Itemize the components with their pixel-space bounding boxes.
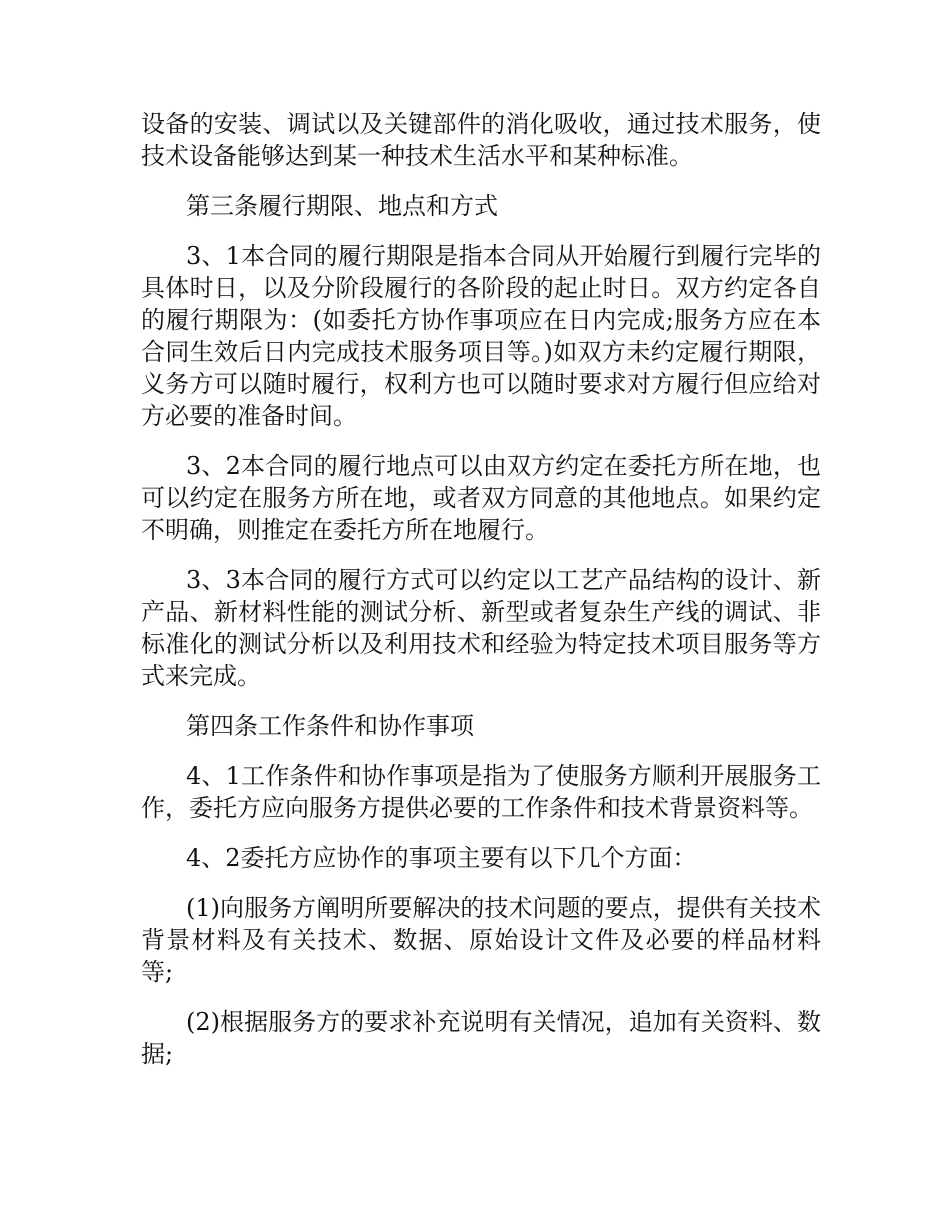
paragraph-3-3: 3、3本合同的履行方式可以约定以工艺产品结构的设计、新产品、新材料性能的测试分析、新型或者复杂生产线的调试、非标准化的测试分析以及利用技术和经验为特定技术项目服务等方式来完成。 (141, 566, 821, 690)
section-heading-article-3: 第三条履行期限、地点和方式 (186, 192, 498, 220)
document-body (141, 108, 821, 1088)
paragraph-4-2: 4、2委托方应协作的事项主要有以下几个方面： (186, 844, 697, 872)
paragraph-3-1: 3、1本合同的履行期限是指本合同从开始履行到履行完毕的具体时日，以及分阶段履行的各阶段的起止时日。双方约定各自的履行期限为：(如委托方协作事项应在日内完成;服务方应在本合同生效后日内完成技术服务项目等。)如双方未约定履行期限，义务方可以随时履行，权利方也可以随时要求对方履行但应给对方必要的准备时间。 (141, 242, 821, 430)
paragraph-continuation: 设备的安装、调试以及关键部件的消化吸收，通过技术服务，使技术设备能够达到某一种技术生活水平和某种标准。 (141, 110, 821, 170)
list-item-1: (1)向服务方阐明所要解决的技术问题的要点，提供有关技术背景材料及有关技术、数据、原始设计文件及必要的样品材料等; (141, 894, 821, 986)
paragraph-4-1: 4、1工作条件和协作事项是指为了使服务方顺利开展服务工作，委托方应向服务方提供必要的工作条件和技术背景资料等。 (141, 762, 821, 822)
section-heading-article-4: 第四条工作条件和协作事项 (186, 712, 474, 740)
paragraph-3-2: 3、2本合同的履行地点可以由双方约定在委托方所在地，也可以约定在服务方所在地，或者双方同意的其他地点。如果约定不明确，则推定在委托方所在地履行。 (141, 452, 821, 544)
list-item-2: (2)根据服务方的要求补充说明有关情况，追加有关资料、数据; (141, 1008, 821, 1068)
